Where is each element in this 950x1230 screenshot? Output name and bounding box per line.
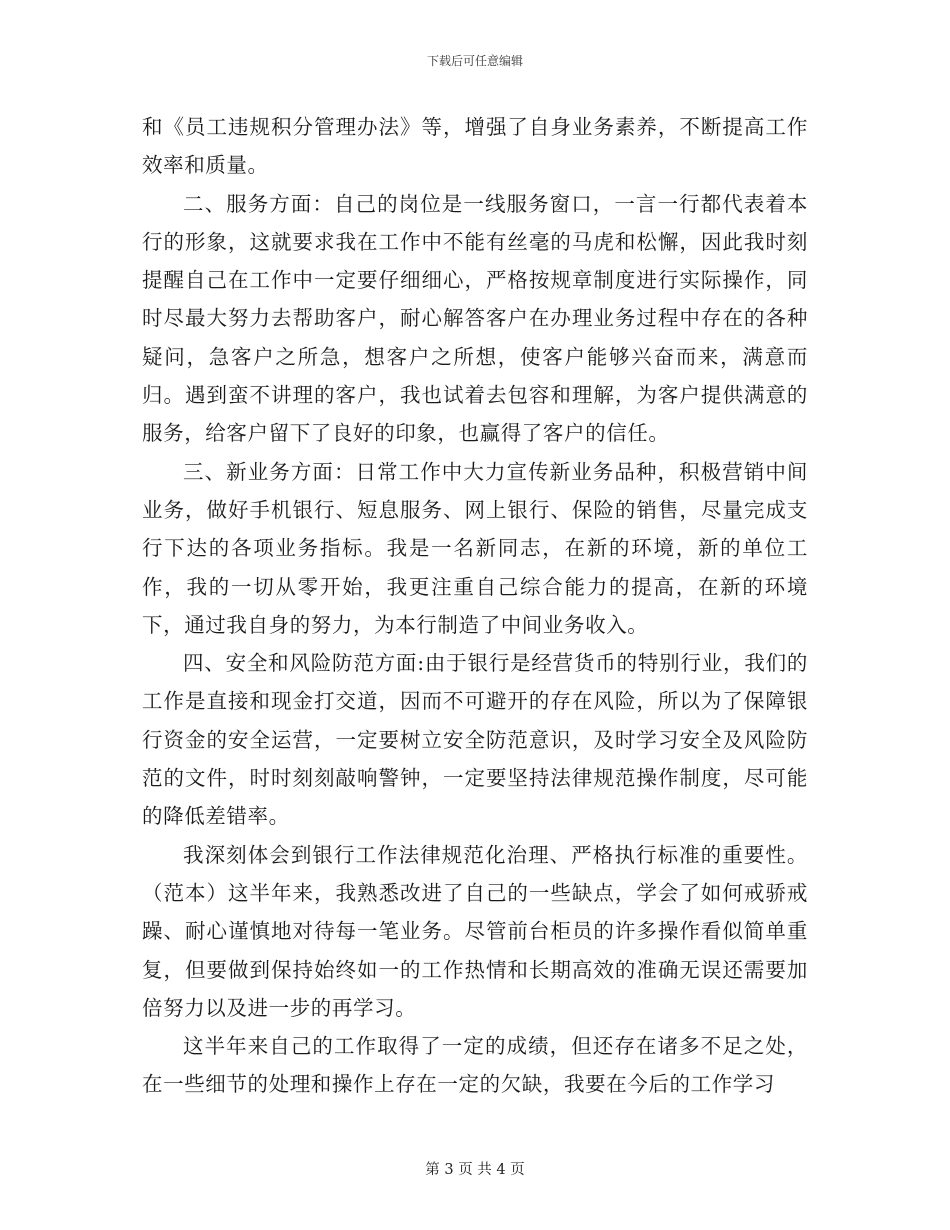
paragraph-safety-risk: 四、安全和风险防范方面:由于银行是经营货币的特别行业，我们的工作是直接和现金打交道，因而不可避开的存在风险，所以为了保障银行资金的安全运营，一定要树立安全防范意识，及时学习安全及风险防范的文件，时时刻刻敲响警钟，一定要坚持法律规范操作制度，尽可能的降低差错率。 — [142, 651, 808, 829]
paragraph-summary: 这半年来自己的工作取得了一定的成绩，但还存在诸多不足之处，在一些细节的处理和操作上存在一定的欠缺，我要在今后的工作学习 — [142, 1034, 808, 1097]
paragraph-continuation: 和《员工违规积分管理办法》等，增强了自身业务素养，不断提高工作效率和质量。 — [142, 115, 808, 178]
paragraph-service: 二、服务方面：自己的岗位是一线服务窗口，一言一行都代表着本行的形象，这就要求我在工作中不能有丝毫的马虎和松懈，因此我时刻提醒自己在工作中一定要仔细细心，严格按规章制度进行实际操作，同时尽最大努力去帮助客户，耐心解答客户在办理业务过程中存在的各种疑问，急客户之所急，想客户之所想，使客户能够兴奋而来，满意而归。遇到蛮不讲理的客户，我也试着去包容和理解，为客户提供满意的服务，给客户留下了良好的印象，也赢得了客户的信任。 — [142, 191, 808, 446]
page-header-note: 下载后可任意编辑 — [426, 54, 523, 68]
document-body — [142, 108, 808, 1104]
paragraph-new-business: 三、新业务方面：日常工作中大力宣传新业务品种，积极营销中间业务，做好手机银行、短息服务、网上银行、保险的销售，尽量完成支行下达的各项业务指标。我是一名新同志，在新的环境，新的单位工作，我的一切从零开始，我更注重自己综合能力的提高，在新的环境下，通过我自身的努力，为本行制造了中间业务收入。 — [142, 459, 808, 637]
paragraph-reflection: 我深刻体会到银行工作法律规范化治理、严格执行标准的重要性。（范本）这半年来，我熟悉改进了自己的一些缺点，学会了如何戒骄戒躁、耐心谨慎地对待每一笔业务。尽管前台柜员的许多操作看似简单重复，但要做到保持始终如一的工作热情和长期高效的准确无误还需要加倍努力以及进一步的再学习。 — [142, 842, 808, 1020]
page-number: 第 3 页 共 4 页 — [425, 1162, 525, 1178]
